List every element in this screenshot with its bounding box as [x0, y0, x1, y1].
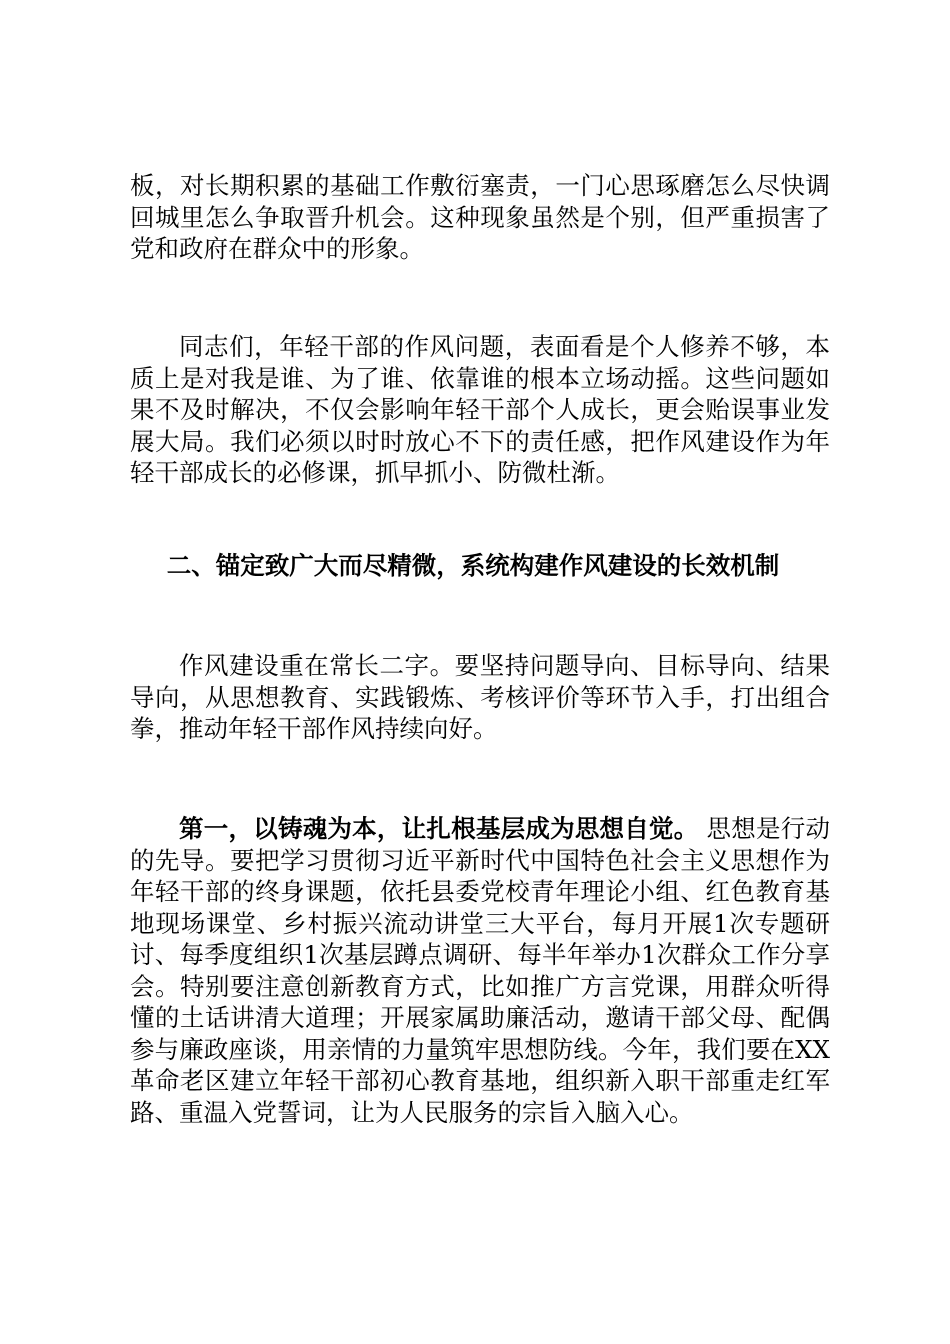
paragraph-continued: 板，对长期积累的基础工作敷衍塞责，一门心思琢磨怎么尽快调回城里怎么争取晋升机会。这种现象虽然是个别，但严重损害了党和政府在群众中的形象。 [130, 171, 830, 263]
paragraph-lead-bold: 第一，以铸魂为本，让扎根基层成为思想自觉。 [179, 814, 699, 843]
paragraph-body: 思想是行动的先导。要把学习贯彻习近平新时代中国特色社会主义思想作为年轻干部的终身课题，依托县委党校青年理论小组、红色教育基地现场课堂、乡村振兴流动讲堂三大平台，每月开展1次专题研讨、每季度组织1次基层蹲点调研、每半年举办1次群众工作分享会。特别要注意创新教育方式，比如推广方言党课，用群众听得懂的土话讲清大道理；开展家属助廉活动，邀请干部父母、配偶参与廉政座谈，用亲情的力量筑牢思想防线。今年，我们要在XX革命老区建立年轻干部初心教育基地，组织新入职干部重走红军路、重温入党誓词，让为人民服务的宗旨入脑入心。 [130, 814, 830, 1127]
paragraph-first-point [130, 813, 830, 1128]
section-heading: 二、锚定致广大而尽精微，系统构建作风建设的长效机制 [166, 551, 780, 580]
paragraph-intro: 作风建设重在常长二字。要坚持问题导向、目标导向、结果导向，从思想教育、实践锻炼、考核评价等环节入手，打出组合拳，推动年轻干部作风持续向好。 [130, 651, 830, 743]
paragraph-comrades: 同志们，年轻干部的作风问题，表面看是个人修养不够，本质上是对我是谁、为了谁、依靠谁的根本立场动摇。这些问题如果不及时解决，不仅会影响年轻干部个人成长，更会贻误事业发展大局。我们必须以时时放心不下的责任感，把作风建设作为年轻干部成长的必修课，抓早抓小、防微杜渐。 [130, 332, 830, 487]
